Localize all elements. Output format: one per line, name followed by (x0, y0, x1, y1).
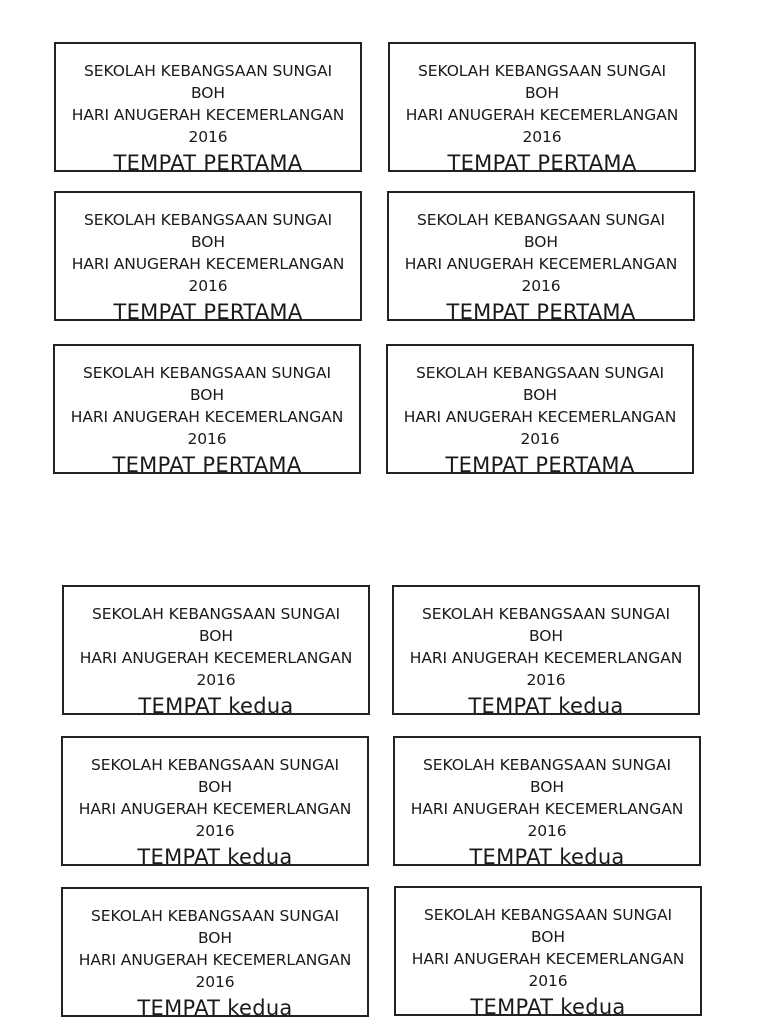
event-year: 2016 (188, 277, 228, 295)
label-card (386, 344, 694, 474)
event-name: HARI ANUGERAH KECEMERLANGAN (71, 255, 345, 273)
school-name: SEKOLAH KEBANGSAAN SUNGAI (417, 211, 665, 229)
event-year: 2016 (521, 277, 561, 295)
school-name-cont: BOH (525, 84, 559, 102)
school-name-cont: BOH (191, 84, 225, 102)
placing-title: TEMPAT kedua (137, 845, 293, 866)
event-year: 2016 (187, 430, 227, 448)
event-name: HARI ANUGERAH KECEMERLANGAN (79, 649, 353, 667)
label-card (53, 344, 361, 474)
label-card (61, 887, 369, 1017)
event-year: 2016 (195, 822, 235, 840)
placing-title: TEMPAT kedua (470, 995, 626, 1016)
placing-title: TEMPAT PERTAMA (446, 300, 636, 321)
school-name: SEKOLAH KEBANGSAAN SUNGAI (416, 364, 664, 382)
school-name-cont: BOH (198, 929, 232, 947)
label-text (56, 44, 360, 172)
event-name: HARI ANUGERAH KECEMERLANGAN (411, 950, 685, 968)
label-text (63, 889, 367, 1017)
school-name-cont: BOH (529, 627, 563, 645)
placing-title: TEMPAT kedua (137, 996, 293, 1017)
school-name: SEKOLAH KEBANGSAAN SUNGAI (83, 364, 331, 382)
placing-title: TEMPAT kedua (468, 694, 624, 715)
label-card (393, 736, 701, 866)
school-name-cont: BOH (523, 386, 557, 404)
label-text (388, 346, 692, 474)
event-year: 2016 (528, 972, 568, 990)
school-name-cont: BOH (191, 233, 225, 251)
event-year: 2016 (188, 128, 228, 146)
placing-title: TEMPAT kedua (469, 845, 625, 866)
label-text (56, 193, 360, 321)
school-name-cont: BOH (190, 386, 224, 404)
event-year: 2016 (527, 822, 567, 840)
event-name: HARI ANUGERAH KECEMERLANGAN (404, 255, 678, 273)
school-name-cont: BOH (530, 778, 564, 796)
placing-title: TEMPAT PERTAMA (112, 453, 302, 474)
label-text (396, 888, 700, 1016)
school-name: SEKOLAH KEBANGSAAN SUNGAI (418, 62, 666, 80)
label-text (394, 587, 698, 715)
placing-title: TEMPAT PERTAMA (447, 151, 637, 172)
event-name: HARI ANUGERAH KECEMERLANGAN (409, 649, 683, 667)
placing-title: TEMPAT PERTAMA (113, 151, 303, 172)
school-name: SEKOLAH KEBANGSAAN SUNGAI (423, 756, 671, 774)
placing-title: TEMPAT PERTAMA (445, 453, 635, 474)
event-name: HARI ANUGERAH KECEMERLANGAN (403, 408, 677, 426)
label-card (54, 42, 362, 172)
event-year: 2016 (196, 671, 236, 689)
label-text (389, 193, 693, 321)
school-name: SEKOLAH KEBANGSAAN SUNGAI (91, 907, 339, 925)
event-name: HARI ANUGERAH KECEMERLANGAN (405, 106, 679, 124)
label-card (392, 585, 700, 715)
school-name: SEKOLAH KEBANGSAAN SUNGAI (422, 605, 670, 623)
school-name: SEKOLAH KEBANGSAAN SUNGAI (91, 756, 339, 774)
event-year: 2016 (522, 128, 562, 146)
label-card (394, 886, 702, 1016)
event-name: HARI ANUGERAH KECEMERLANGAN (410, 800, 684, 818)
label-card (388, 42, 696, 172)
placing-title: TEMPAT PERTAMA (113, 300, 303, 321)
school-name: SEKOLAH KEBANGSAAN SUNGAI (84, 211, 332, 229)
label-card (54, 191, 362, 321)
label-card (61, 736, 369, 866)
event-name: HARI ANUGERAH KECEMERLANGAN (78, 800, 352, 818)
placing-title: TEMPAT kedua (138, 694, 294, 715)
label-text (63, 738, 367, 866)
label-card (62, 585, 370, 715)
label-card (387, 191, 695, 321)
school-name: SEKOLAH KEBANGSAAN SUNGAI (92, 605, 340, 623)
event-year: 2016 (195, 973, 235, 991)
event-year: 2016 (526, 671, 566, 689)
label-text (64, 587, 368, 715)
event-name: HARI ANUGERAH KECEMERLANGAN (70, 408, 344, 426)
label-text (390, 44, 694, 172)
label-text (395, 738, 699, 866)
school-name-cont: BOH (531, 928, 565, 946)
school-name-cont: BOH (198, 778, 232, 796)
label-text (55, 346, 359, 474)
school-name: SEKOLAH KEBANGSAAN SUNGAI (84, 62, 332, 80)
event-name: HARI ANUGERAH KECEMERLANGAN (71, 106, 345, 124)
event-year: 2016 (520, 430, 560, 448)
school-name: SEKOLAH KEBANGSAAN SUNGAI (424, 906, 672, 924)
event-name: HARI ANUGERAH KECEMERLANGAN (78, 951, 352, 969)
school-name-cont: BOH (199, 627, 233, 645)
school-name-cont: BOH (524, 233, 558, 251)
